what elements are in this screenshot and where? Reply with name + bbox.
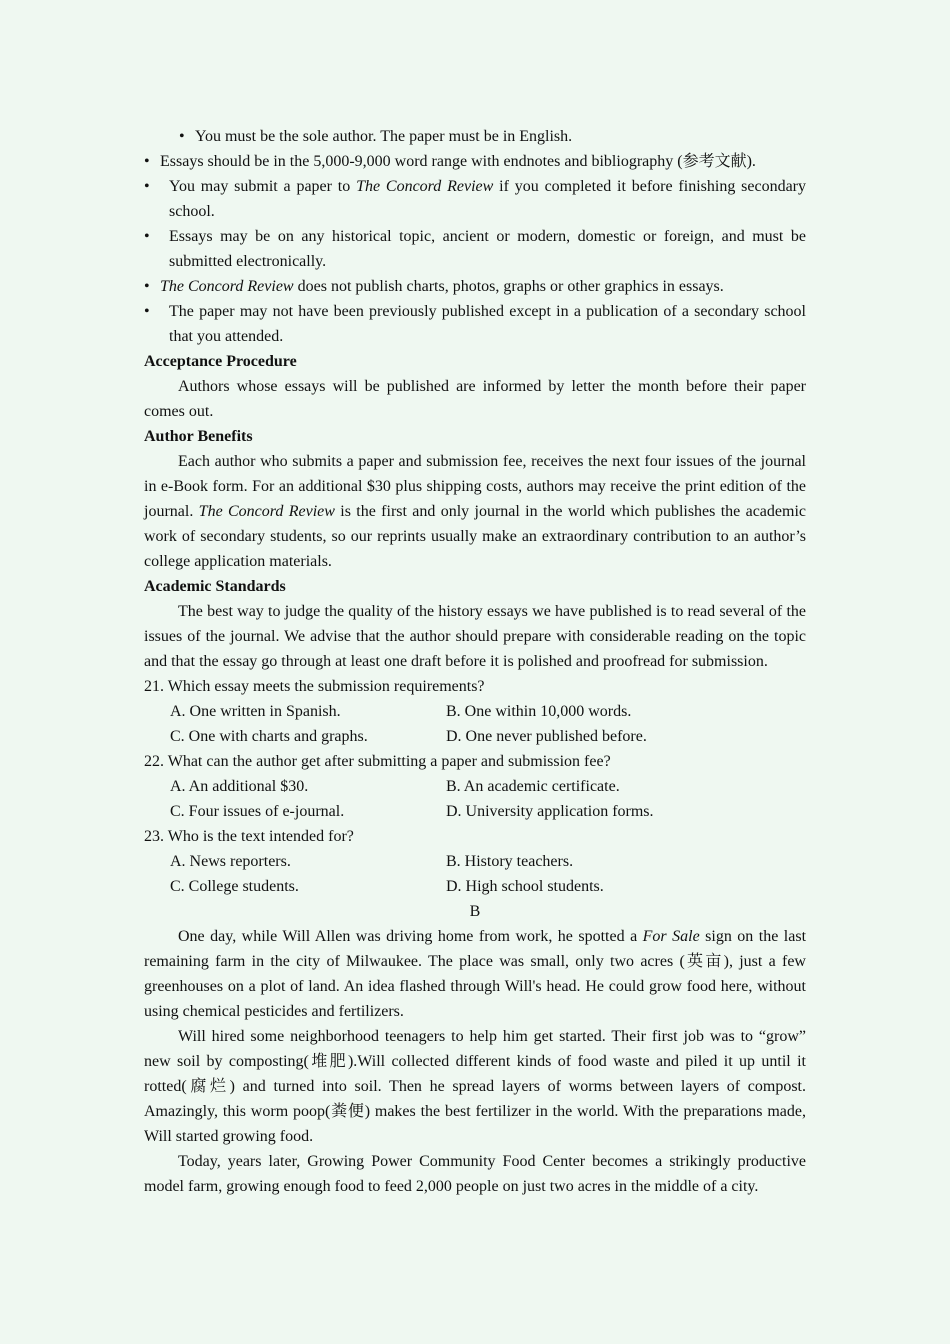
option: D. High school students. [446,878,604,895]
section-heading: Acceptance Procedure [144,353,297,370]
passage-label: B [469,903,481,920]
option: D. One never published before. [446,728,647,745]
options-row [144,724,806,749]
bullet-item: • The Concord Review does not publish charts, photos, graphs or other graphics in essays. [144,278,724,295]
option: C. Four issues of e-journal. [170,803,345,820]
options-row [144,849,806,874]
options-row [144,799,806,824]
options-row [144,874,806,899]
bullet-item: • Essays should be in the 5,000-9,000 word range with endnotes and bibliography (参考文献). [144,153,756,170]
section-body: Each author who submits a paper and submission fee, receives the next four issues of the journal in e-Book form. For an additional $30 plus shipping costs, authors may receive the print edition of the journal. The Concord Review is the first and only journal in the world which publishes the academic work of secondary students, so our reprints usually make an extraordinary contribution to an author’s college application materials. [144,453,807,570]
section-heading: Author Benefits [144,428,253,445]
options-row [144,774,806,799]
section-heading: Academic Standards [144,578,286,595]
document-page [144,124,806,1199]
option: A. An additional $30. [170,778,309,795]
bullet-item: • Essays may be on any historical topic, ancient or modern, domestic or foreign, and must be submitted electronically. [144,228,806,270]
option: D. University application forms. [446,803,654,820]
option: A. News reporters. [170,853,291,870]
passage-paragraph: Today, years later, Growing Power Community Food Center becomes a strikingly productive model farm, growing enough food to feed 2,000 people on just two acres in the middle of a city. [144,1153,806,1195]
option: A. One written in Spanish. [170,703,341,720]
bullet-item: • The paper may not have been previously published except in a publication of a secondary school that you attended. [144,303,806,345]
option: C. College students. [170,878,299,895]
options-row [144,699,806,724]
question: 22. What can the author get after submitting a paper and submission fee? [144,753,611,770]
option: B. An academic certificate. [446,778,620,795]
section-body: Authors whose essays will be published are informed by letter the month before their paper comes out. [144,378,806,420]
passage-paragraph: Will hired some neighborhood teenagers to help him get started. Their first job was to “grow” new soil by composting(堆肥).Will collected different kinds of food waste and piled it up until it rotted(腐烂) and turned into soil. Then he spread layers of worms between layers of compost. Amazingly, this worm poop(粪便) makes the best fertilizer in the world. With the preparations made, Will started growing food. [144,1028,806,1145]
passage-paragraph: One day, while Will Allen was driving home from work, he spotted a For Sale sign on the last remaining farm in the city of Milwaukee. The place was small, only two acres (英亩), just a few greenhouses on a plot of land. An idea flashed through Will's head. He could grow food here, without using chemical pesticides and fertilizers. [144,928,807,1020]
bullet-item: • You may submit a paper to The Concord Review if you completed it before finishing secondary school. [144,178,806,220]
question: 23. Who is the text intended for? [144,828,354,845]
bullet-item: • You must be the sole author. The paper must be in English. [179,128,573,145]
section-body: The best way to judge the quality of the history essays we have published is to read several of the issues of the journal. We advise that the author should prepare with considerable reading on the topic and that the essay go through at least one draft before it is polished and proofread for submission. [144,603,806,670]
option: C. One with charts and graphs. [170,728,368,745]
option: B. History teachers. [446,853,574,870]
question: 21. Which essay meets the submission requirements? [144,678,485,695]
option: B. One within 10,000 words. [446,703,632,720]
